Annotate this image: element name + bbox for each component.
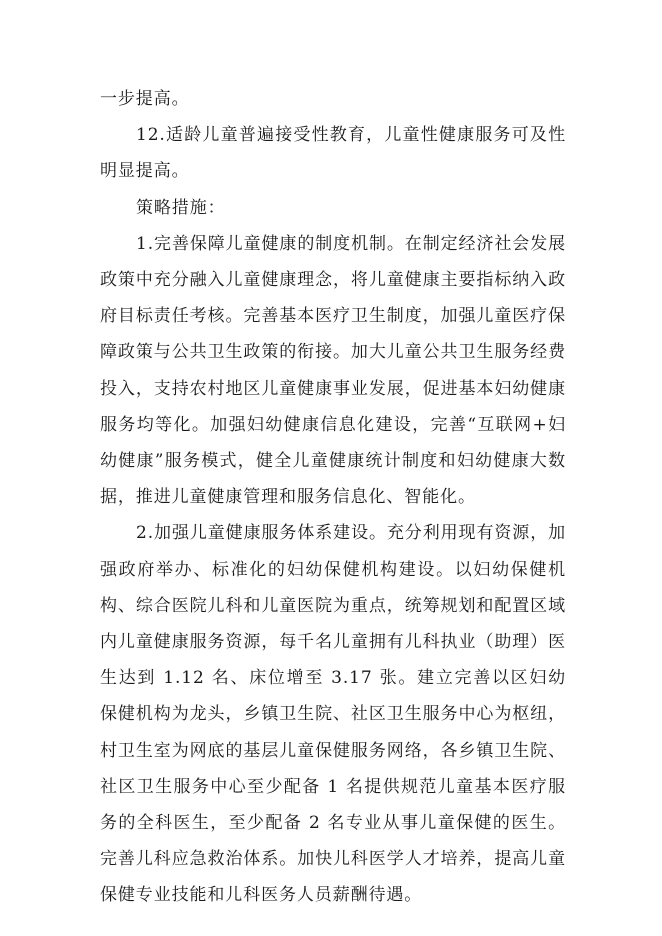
paragraph-measure-2: 2.加强儿童健康服务体系建设。充分利用现有资源，加强政府举办、标准化的妇幼保健机构建设。以妇幼保健机构、综合医院儿科和儿童医院为重点，统筹规划和配置区域内儿童健康服务资源，每千名儿童拥有儿科执业（助理）医生达到 1.12 名、床位增至 3.17 张。建立完善以区妇幼保健机构为龙头，乡镇卫生院、社区卫生服务中心为枢纽，村卫生室为网底的基层儿童保健服务网络，各乡镇卫生院、社区卫生服务中心至少配备 1 名提供规范儿童基本医疗服务的全科医生，至少配备 2 名专业从事儿童保健的医生。完善儿科应急救治体系。加快儿科医学人才培养，提高儿童保健专业技能和儿科医务人员薪酬待遇。 — [100, 523, 566, 906]
paragraph-continuation: 一步提高。 — [100, 89, 190, 109]
document-body — [100, 81, 566, 914]
paragraph-strategy-heading: 策略措施： — [136, 197, 226, 218]
paragraph-goal-12: 12.适龄儿童普遍接受性教育，儿童性健康服务可及性明显提高。 — [100, 125, 566, 182]
paragraph-measure-1: 1.完善保障儿童健康的制度机制。在制定经济社会发展政策中充分融入儿童健康理念，将儿童健康主要指标纳入政府目标责任考核。完善基本医疗卫生制度，加强儿童医疗保障政策与公共卫生政策的衔接。加大儿童公共卫生服务经费投入，支持农村地区儿童健康事业发展，促进基本妇幼健康服务均等化。加强妇幼健康信息化建设，完善“互联网+妇幼健康”服务模式，健全儿童健康统计制度和妇幼健康大数据，推进儿童健康管理和服务信息化、智能化。 — [100, 233, 566, 508]
